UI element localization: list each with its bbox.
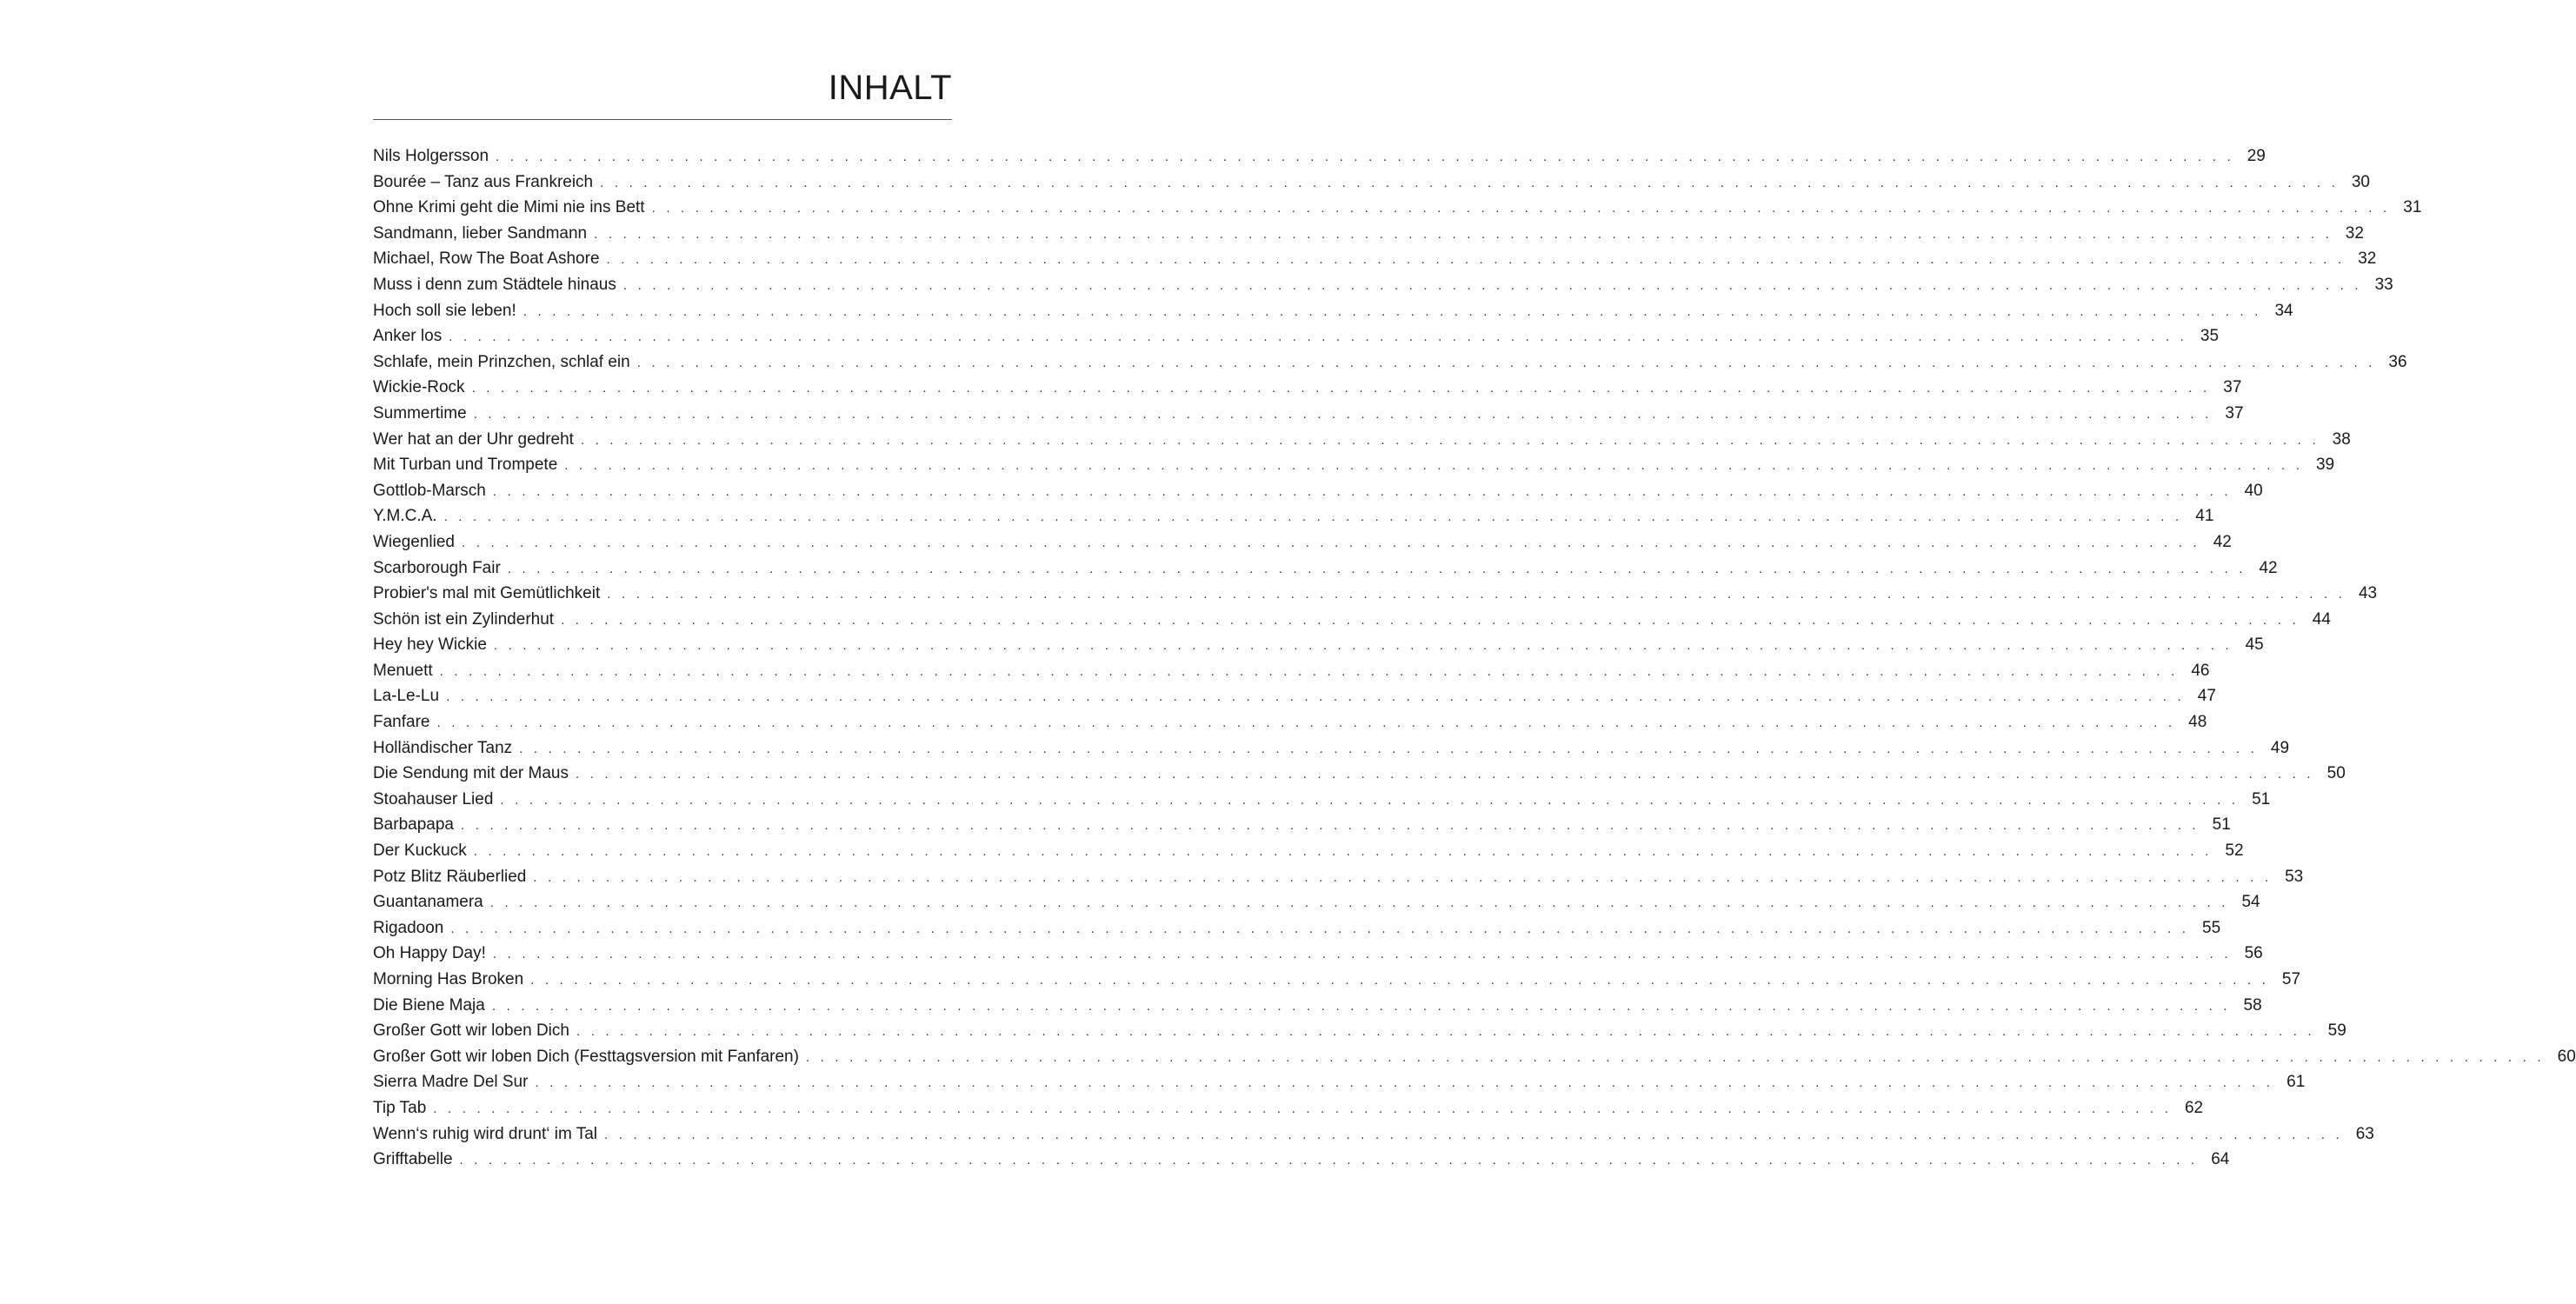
toc-entry-title: Y.M.C.A.: [373, 507, 437, 526]
toc-entry-title: Die Biene Maja: [373, 995, 485, 1015]
toc-entry[interactable]: [373, 298, 2293, 324]
toc-entry[interactable]: [373, 1044, 2576, 1070]
toc-dot-leader: . . . . . . . . . . . . . . . . . . . . . . . . . . . . . . . . . . . . . . . . . . . . . . . . . . . . . . . . . . . . . . . . . . . . . . . . . . . . . . . . . . . . . . . . . . . . . . . . . . . . . . . . . . . . . . . . . . . . . . . .: [535, 1075, 2274, 1091]
toc-entry-page-number: 37: [2225, 403, 2244, 422]
toc-entry[interactable]: [373, 1095, 2204, 1121]
toc-entry-title: Stoahauser Lied: [373, 789, 494, 808]
toc-dot-leader: . . . . . . . . . . . . . . . . . . . . . . . . . . . . . . . . . . . . . . . . . . . . . . . . . . . . . . . . . . . . . . . . . . . . . . . . . . . . . . . . . . . . . . . . . . . . . . . . . . . . . . . . . . . . . . . . . . . . . . . .: [473, 406, 2213, 422]
toc-dot-leader: . . . . . . . . . . . . . . . . . . . . . . . . . . . . . . . . . . . . . . . . . . . . . . . . . . . . . . . . . . . . . . . . . . . . . . . . . . . . . . . . . . . . . . . . . . . . . . . . . . . . . . . . . . . . . . . . . . . . . . . .: [805, 1049, 2545, 1065]
toc-entry-title: Fanfare: [373, 713, 430, 732]
toc-entry-title: Summertime: [373, 403, 467, 422]
toc-entry-title: Morning Has Broken: [373, 970, 524, 988]
toc-entry[interactable]: [373, 761, 2346, 787]
toc-dot-leader: . . . . . . . . . . . . . . . . . . . . . . . . . . . . . . . . . . . . . . . . . . . . . . . . . . . . . . . . . . . . . . . . . . . . . . . . . . . . . . . . . . . . . . . . . . . . . . . . . . . . . . . . . . . . . . . . . . . . . . . .: [433, 1101, 2173, 1116]
toc-entry-title: Sandmann, lieber Sandmann: [373, 223, 588, 243]
toc-entry-title: Oh Happy Day!: [373, 944, 486, 963]
toc-dot-leader: . . . . . . . . . . . . . . . . . . . . . . . . . . . . . . . . . . . . . . . . . . . . . . . . . . . . . . . . . . . . . . . . . . . . . . . . . . . . . . . . . . . . . . . . . . . . . . . . . . . . . . . . . . . . . . . . . . . . . . . .: [600, 175, 2339, 190]
toc-entry-page-number: 45: [2245, 635, 2264, 655]
toc-entry[interactable]: [373, 838, 2244, 864]
toc-entry[interactable]: [373, 170, 2370, 196]
toc-entry-page-number: 62: [2184, 1098, 2204, 1117]
toc-entry-title: Anker los: [373, 327, 443, 346]
toc-entry[interactable]: [373, 683, 2216, 709]
toc-entry[interactable]: [373, 787, 2271, 813]
toc-entry-title: Rigadoon: [373, 918, 444, 937]
toc-entry-page-number: 42: [2213, 532, 2232, 551]
toc-entry-page-number: 30: [2351, 172, 2370, 191]
toc-entry-page-number: 50: [2326, 764, 2346, 783]
toc-entry-title: Gottlob-Marsch: [373, 481, 486, 500]
toc-entry-title: Barbapapa: [373, 815, 454, 835]
toc-entry-page-number: 48: [2188, 713, 2207, 732]
toc-dot-leader: . . . . . . . . . . . . . . . . . . . . . . . . . . . . . . . . . . . . . . . . . . . . . . . . . . . . . . . . . . . . . . . . . . . . . . . . . . . . . . . . . . . . . . . . . . . . . . . . . . . . . . . . . . . . . . . . . . . . . . . .: [622, 277, 2362, 293]
toc-entry-page-number: 36: [2388, 352, 2407, 371]
toc-dot-leader: . . . . . . . . . . . . . . . . . . . . . . . . . . . . . . . . . . . . . . . . . . . . . . . . . . . . . . . . . . . . . . . . . . . . . . . . . . . . . . . . . . . . . . . . . . . . . . . . . . . . . . . . . . . . . . . . . . . . . . . .: [607, 587, 2346, 602]
toc-entry-title: Wer hat an der Uhr gedreht: [373, 429, 574, 449]
toc-entry-page-number: 47: [2197, 687, 2216, 706]
toc-entry-title: Großer Gott wir loben Dich: [373, 1021, 569, 1041]
toc-entry[interactable]: [373, 1147, 2230, 1173]
toc-dot-leader: . . . . . . . . . . . . . . . . . . . . . . . . . . . . . . . . . . . . . . . . . . . . . . . . . . . . . . . . . . . . . . . . . . . . . . . . . . . . . . . . . . . . . . . . . . . . . . . . . . . . . . . . . . . . . . . . . . . . . . . .: [492, 947, 2232, 962]
toc-dot-leader: . . . . . . . . . . . . . . . . . . . . . . . . . . . . . . . . . . . . . . . . . . . . . . . . . . . . . . . . . . . . . . . . . . . . . . . . . . . . . . . . . . . . . . . . . . . . . . . . . . . . . . . . . . . . . . . . . . . . . . . .: [576, 1024, 2315, 1040]
toc-entry-title: Hoch soll sie leben!: [373, 301, 516, 320]
toc-entry-page-number: 31: [2403, 198, 2422, 217]
toc-dot-leader: . . . . . . . . . . . . . . . . . . . . . . . . . . . . . . . . . . . . . . . . . . . . . . . . . . . . . . . . . . . . . . . . . . . . . . . . . . . . . . . . . . . . . . . . . . . . . . . . . . . . . . . . . . . . . . . . . . . . . . . .: [523, 303, 2262, 319]
toc-entry-title: Nils Holgersson: [373, 147, 489, 165]
toc-entry-title: Der Kuckuck: [373, 842, 467, 861]
toc-entry[interactable]: [373, 993, 2262, 1019]
toc-dot-leader: . . . . . . . . . . . . . . . . . . . . . . . . . . . . . . . . . . . . . . . . . . . . . . . . . . . . . . . . . . . . . . . . . . . . . . . . . . . . . . . . . . . . . . . . . . . . . . . . . . . . . . . . . . . . . . . . . . . . . . . .: [493, 638, 2233, 654]
toc-entry-title: Michael, Row The Boat Ashore: [373, 249, 600, 269]
toc-dot-leader: . . . . . . . . . . . . . . . . . . . . . . . . . . . . . . . . . . . . . . . . . . . . . . . . . . . . . . . . . . . . . . . . . . . . . . . . . . . . . . . . . . . . . . . . . . . . . . . . . . . . . . . . . . . . . . . . . . . . . . . .: [491, 998, 2231, 1014]
toc-entry[interactable]: [373, 864, 2304, 890]
toc-dot-leader: . . . . . . . . . . . . . . . . . . . . . . . . . . . . . . . . . . . . . . . . . . . . . . . . . . . . . . . . . . . . . . . . . . . . . . . . . . . . . . . . . . . . . . . . . . . . . . . . . . . . . . . . . . . . . . . . . . . . . . . .: [439, 663, 2179, 679]
toc-dot-leader: . . . . . . . . . . . . . . . . . . . . . . . . . . . . . . . . . . . . . . . . . . . . . . . . . . . . . . . . . . . . . . . . . . . . . . . . . . . . . . . . . . . . . . . . . . . . . . . . . . . . . . . . . . . . . . . . . . . . . . . .: [604, 1127, 2343, 1142]
toc-entry[interactable]: [373, 143, 2266, 170]
toc-entry[interactable]: [373, 941, 2263, 967]
toc-entry-page-number: 43: [2358, 584, 2378, 603]
table-of-contents: [373, 143, 2576, 1173]
toc-entry[interactable]: [373, 658, 2210, 684]
toc-dot-leader: . . . . . . . . . . . . . . . . . . . . . . . . . . . . . . . . . . . . . . . . . . . . . . . . . . . . . . . . . . . . . . . . . . . . . . . . . . . . . . . . . . . . . . . . . . . . . . . . . . . . . . . . . . . . . . . . . . . . . . . .: [459, 1153, 2199, 1168]
toc-entry[interactable]: [373, 503, 2214, 529]
toc-dot-leader: . . . . . . . . . . . . . . . . . . . . . . . . . . . . . . . . . . . . . . . . . . . . . . . . . . . . . . . . . . . . . . . . . . . . . . . . . . . . . . . . . . . . . . . . . . . . . . . . . . . . . . . . . . . . . . . . . . . . . . . .: [489, 895, 2229, 911]
toc-dot-leader: . . . . . . . . . . . . . . . . . . . . . . . . . . . . . . . . . . . . . . . . . . . . . . . . . . . . . . . . . . . . . . . . . . . . . . . . . . . . . . . . . . . . . . . . . . . . . . . . . . . . . . . . . . . . . . . . . . . . . . . .: [519, 741, 2259, 756]
toc-entry[interactable]: [373, 375, 2242, 401]
toc-entry[interactable]: [373, 478, 2263, 504]
toc-entry-page-number: 61: [2286, 1073, 2306, 1092]
toc-entry-page-number: 51: [2252, 789, 2271, 808]
toc-entry-page-number: 39: [2315, 456, 2335, 475]
toc-entry-title: Guantanamera: [373, 893, 483, 912]
toc-entry-page-number: 38: [2332, 429, 2351, 449]
toc-entry-title: Muss i denn zum Städtele hinaus: [373, 275, 616, 294]
toc-entry-page-number: 34: [2274, 301, 2293, 320]
toc-entry-page-number: 56: [2244, 944, 2263, 963]
toc-entry[interactable]: [373, 1069, 2306, 1095]
toc-dot-leader: . . . . . . . . . . . . . . . . . . . . . . . . . . . . . . . . . . . . . . . . . . . . . . . . . . . . . . . . . . . . . . . . . . . . . . . . . . . . . . . . . . . . . . . . . . . . . . . . . . . . . . . . . . . . . . . . . . . . . . . .: [462, 535, 2200, 550]
toc-dot-leader: . . . . . . . . . . . . . . . . . . . . . . . . . . . . . . . . . . . . . . . . . . . . . . . . . . . . . . . . . . . . . . . . . . . . . . . . . . . . . . . . . . . . . . . . . . . . . . . . . . . . . . . . . . . . . . . . . . . . . . . .: [575, 767, 2314, 782]
toc-dot-leader: . . . . . . . . . . . . . . . . . . . . . . . . . . . . . . . . . . . . . . . . . . . . . . . . . . . . . . . . . . . . . . . . . . . . . . . . . . . . . . . . . . . . . . . . . . . . . . . . . . . . . . . . . . . . . . . . . . . . . . . .: [446, 689, 2185, 705]
toc-entry-title: Hey hey Wickie: [373, 635, 487, 655]
toc-entry[interactable]: [373, 607, 2331, 633]
toc-entry-title: Wiegenlied: [373, 532, 455, 551]
toc-entry-title: Menuett: [373, 661, 433, 680]
toc-dot-leader: . . . . . . . . . . . . . . . . . . . . . . . . . . . . . . . . . . . . . . . . . . . . . . . . . . . . . . . . . . . . . . . . . . . . . . . . . . . . . . . . . . . . . . . . . . . . . . . . . . . . . . . . . . . . . . . . . . . . . . . .: [496, 150, 2234, 164]
toc-entry[interactable]: [373, 709, 2207, 735]
toc-dot-leader: . . . . . . . . . . . . . . . . . . . . . . . . . . . . . . . . . . . . . . . . . . . . . . . . . . . . . . . . . . . . . . . . . . . . . . . . . . . . . . . . . . . . . . . . . . . . . . . . . . . . . . . . . . . . . . . . . . . . . . . .: [492, 483, 2232, 499]
toc-entry-page-number: 42: [2259, 558, 2278, 577]
page-title: INHALT: [828, 69, 952, 107]
toc-entry-page-number: 53: [2285, 867, 2304, 886]
toc-entry[interactable]: [373, 246, 2377, 272]
toc-entry-page-number: 33: [2374, 275, 2393, 294]
toc-dot-leader: . . . . . . . . . . . . . . . . . . . . . . . . . . . . . . . . . . . . . . . . . . . . . . . . . . . . . . . . . . . . . . . . . . . . . . . . . . . . . . . . . . . . . . . . . . . . . . . . . . . . . . . . . . . . . . . . . . . . . . . .: [530, 973, 2270, 988]
toc-entry-page-number: 41: [2195, 507, 2214, 526]
toc-entry-title: Tip Tab: [373, 1098, 427, 1117]
toc-entry[interactable]: [373, 1018, 2346, 1044]
toc-entry-page-number: 51: [2212, 815, 2231, 835]
toc-entry[interactable]: [373, 967, 2301, 993]
toc-dot-leader: . . . . . . . . . . . . . . . . . . . . . . . . . . . . . . . . . . . . . . . . . . . . . . . . . . . . . . . . . . . . . . . . . . . . . . . . . . . . . . . . . . . . . . . . . . . . . . . . . . . . . . . . . . . . . . . . . . . . . . . .: [606, 252, 2346, 268]
toc-entry-page-number: 32: [2345, 223, 2364, 243]
toc-entry-page-number: 54: [2241, 893, 2260, 912]
toc-entry[interactable]: [373, 581, 2378, 607]
toc-entry-title: Grifftabelle: [373, 1150, 453, 1169]
toc-entry[interactable]: [373, 529, 2232, 556]
toc-entry-page-number: 58: [2243, 995, 2262, 1015]
toc-entry-title: Bourée – Tanz aus Frankreich: [373, 172, 594, 191]
toc-entry[interactable]: [373, 889, 2260, 915]
toc-entry-page-number: 49: [2270, 738, 2290, 757]
toc-entry-title: Potz Blitz Räuberlied: [373, 867, 527, 886]
toc-entry[interactable]: [373, 195, 2422, 221]
toc-dot-leader: . . . . . . . . . . . . . . . . . . . . . . . . . . . . . . . . . . . . . . . . . . . . . . . . . . . . . . . . . . . . . . . . . . . . . . . . . . . . . . . . . . . . . . . . . . . . . . . . . . . . . . . . . . . . . . . . . . . . . . . .: [564, 458, 2304, 474]
toc-entry-page-number: 59: [2327, 1021, 2346, 1041]
toc-entry[interactable]: [373, 1121, 2374, 1148]
toc-entry-title: Probier's mal mit Gemütlichkeit: [373, 584, 601, 603]
toc-entry-page-number: 37: [2223, 378, 2242, 397]
toc-entry-page-number: 63: [2355, 1124, 2374, 1143]
toc-dot-leader: . . . . . . . . . . . . . . . . . . . . . . . . . . . . . . . . . . . . . . . . . . . . . . . . . . . . . . . . . . . . . . . . . . . . . . . . . . . . . . . . . . . . . . . . . . . . . . . . . . . . . . . . . . . . . . . . . . . . . . . .: [594, 226, 2333, 242]
toc-entry[interactable]: [373, 427, 2351, 453]
toc-dot-leader: . . . . . . . . . . . . . . . . . . . . . . . . . . . . . . . . . . . . . . . . . . . . . . . . . . . . . . . . . . . . . . . . . . . . . . . . . . . . . . . . . . . . . . . . . . . . . . . . . . . . . . . . . . . . . . . . . . . . . . . .: [436, 715, 2176, 731]
toc-dot-leader: . . . . . . . . . . . . . . . . . . . . . . . . . . . . . . . . . . . . . . . . . . . . . . . . . . . . . . . . . . . . . . . . . . . . . . . . . . . . . . . . . . . . . . . . . . . . . . . . . . . . . . . . . . . . . . . . . . . . . . . .: [443, 509, 2183, 525]
toc-entry-page-number: 55: [2202, 918, 2221, 937]
toc-entry[interactable]: [373, 632, 2264, 658]
toc-entry[interactable]: [373, 556, 2278, 582]
toc-entry-page-number: 46: [2191, 661, 2210, 680]
toc-dot-leader: . . . . . . . . . . . . . . . . . . . . . . . . . . . . . . . . . . . . . . . . . . . . . . . . . . . . . . . . . . . . . . . . . . . . . . . . . . . . . . . . . . . . . . . . . . . . . . . . . . . . . . . . . . . . . . . . . . . . . . . .: [561, 612, 2300, 628]
toc-dot-leader: . . . . . . . . . . . . . . . . . . . . . . . . . . . . . . . . . . . . . . . . . . . . . . . . . . . . . . . . . . . . . . . . . . . . . . . . . . . . . . . . . . . . . . . . . . . . . . . . . . . . . . . . . . . . . . . . . . . . . . . .: [507, 561, 2247, 576]
toc-entry-title: Holländischer Tanz: [373, 738, 513, 757]
toc-page: [373, 0, 2576, 1304]
toc-entry[interactable]: [373, 735, 2290, 762]
toc-dot-leader: . . . . . . . . . . . . . . . . . . . . . . . . . . . . . . . . . . . . . . . . . . . . . . . . . . . . . . . . . . . . . . . . . . . . . . . . . . . . . . . . . . . . . . . . . . . . . . . . . . . . . . . . . . . . . . . . . . . . . . . .: [473, 844, 2213, 860]
toc-dot-leader: . . . . . . . . . . . . . . . . . . . . . . . . . . . . . . . . . . . . . . . . . . . . . . . . . . . . . . . . . . . . . . . . . . . . . . . . . . . . . . . . . . . . . . . . . . . . . . . . . . . . . . . . . . . . . . . . . . . . . . . .: [580, 432, 2320, 448]
title-divider: [373, 119, 952, 120]
toc-dot-leader: . . . . . . . . . . . . . . . . . . . . . . . . . . . . . . . . . . . . . . . . . . . . . . . . . . . . . . . . . . . . . . . . . . . . . . . . . . . . . . . . . . . . . . . . . . . . . . . . . . . . . . . . . . . . . . . . . . . . . . . .: [449, 329, 2188, 345]
toc-entry-title: La-Le-Lu: [373, 687, 440, 706]
toc-entry-page-number: 57: [2281, 970, 2301, 988]
toc-dot-leader: . . . . . . . . . . . . . . . . . . . . . . . . . . . . . . . . . . . . . . . . . . . . . . . . . . . . . . . . . . . . . . . . . . . . . . . . . . . . . . . . . . . . . . . . . . . . . . . . . . . . . . . . . . . . . . . . . . . . . . . .: [636, 355, 2376, 370]
toc-entry-title: Sierra Madre Del Sur: [373, 1073, 529, 1092]
toc-entry-title: Wenn‘s ruhig wird drunt‘ im Tal: [373, 1124, 598, 1143]
toc-entry-page-number: 32: [2358, 249, 2377, 269]
toc-dot-leader: . . . . . . . . . . . . . . . . . . . . . . . . . . . . . . . . . . . . . . . . . . . . . . . . . . . . . . . . . . . . . . . . . . . . . . . . . . . . . . . . . . . . . . . . . . . . . . . . . . . . . . . . . . . . . . . . . . . . . . . .: [450, 921, 2190, 936]
toc-entry-title: Ohne Krimi geht die Mimi nie ins Bett: [373, 198, 645, 217]
toc-entry[interactable]: [373, 221, 2364, 247]
toc-entry-page-number: 60: [2557, 1047, 2576, 1066]
toc-entry[interactable]: [373, 349, 2407, 376]
toc-entry-title: Die Sendung mit der Maus: [373, 764, 569, 783]
toc-entry-title: Schlafe, mein Prinzchen, schlaf ein: [373, 352, 630, 371]
toc-entry-title: Schön ist ein Zylinderhut: [373, 609, 555, 629]
toc-entry[interactable]: [373, 323, 2220, 349]
toc-entry-page-number: 35: [2200, 327, 2220, 346]
toc-entry-page-number: 29: [2247, 147, 2266, 165]
toc-entry[interactable]: [373, 452, 2335, 478]
toc-entry-title: Scarborough Fair: [373, 558, 501, 577]
toc-entry-title: Wickie-Rock: [373, 378, 465, 397]
toc-entry-title: Großer Gott wir loben Dich (Festtagsversion mit Fanfaren): [373, 1047, 799, 1066]
toc-entry-page-number: 52: [2225, 842, 2244, 861]
toc-entry[interactable]: [373, 915, 2221, 941]
toc-entry[interactable]: [373, 272, 2393, 298]
toc-entry-page-number: 64: [2211, 1150, 2230, 1169]
toc-dot-leader: . . . . . . . . . . . . . . . . . . . . . . . . . . . . . . . . . . . . . . . . . . . . . . . . . . . . . . . . . . . . . . . . . . . . . . . . . . . . . . . . . . . . . . . . . . . . . . . . . . . . . . . . . . . . . . . . . . . . . . . .: [500, 792, 2240, 808]
toc-dot-leader: . . . . . . . . . . . . . . . . . . . . . . . . . . . . . . . . . . . . . . . . . . . . . . . . . . . . . . . . . . . . . . . . . . . . . . . . . . . . . . . . . . . . . . . . . . . . . . . . . . . . . . . . . . . . . . . . . . . . . . . .: [471, 381, 2211, 396]
toc-entry-page-number: 44: [2312, 609, 2331, 629]
toc-dot-leader: . . . . . . . . . . . . . . . . . . . . . . . . . . . . . . . . . . . . . . . . . . . . . . . . . . . . . . . . . . . . . . . . . . . . . . . . . . . . . . . . . . . . . . . . . . . . . . . . . . . . . . . . . . . . . . . . . . . . . . . .: [533, 869, 2273, 885]
toc-dot-leader: . . . . . . . . . . . . . . . . . . . . . . . . . . . . . . . . . . . . . . . . . . . . . . . . . . . . . . . . . . . . . . . . . . . . . . . . . . . . . . . . . . . . . . . . . . . . . . . . . . . . . . . . . . . . . . . . . . . . . . . .: [651, 201, 2391, 216]
toc-entry[interactable]: [373, 401, 2244, 427]
toc-entry-title: Mit Turban und Trompete: [373, 456, 558, 475]
toc-entry[interactable]: [373, 812, 2231, 838]
toc-entry-page-number: 40: [2244, 481, 2263, 500]
toc-dot-leader: . . . . . . . . . . . . . . . . . . . . . . . . . . . . . . . . . . . . . . . . . . . . . . . . . . . . . . . . . . . . . . . . . . . . . . . . . . . . . . . . . . . . . . . . . . . . . . . . . . . . . . . . . . . . . . . . . . . . . . . .: [460, 818, 2200, 834]
